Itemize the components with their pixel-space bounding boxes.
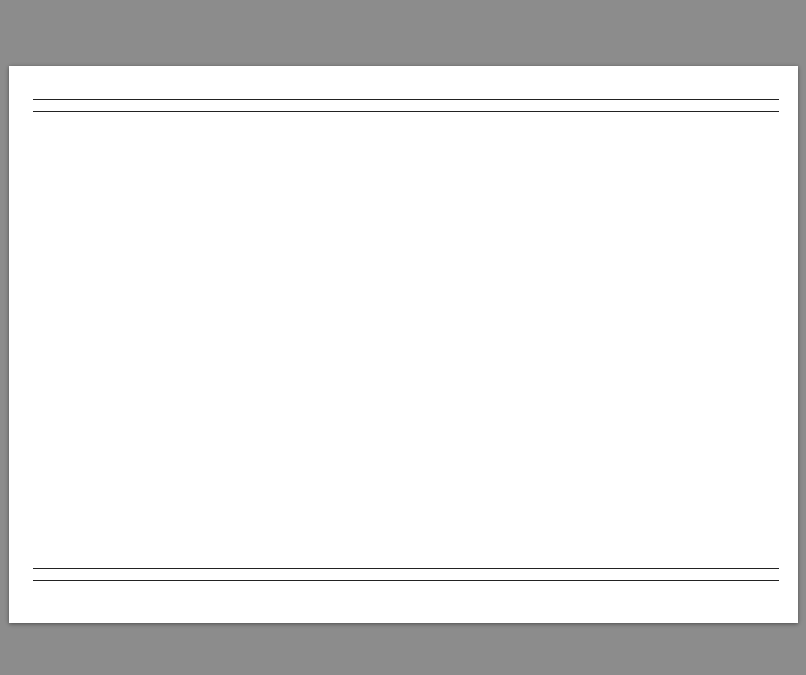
planner-sheet (9, 66, 798, 623)
footer-rule-top (33, 568, 779, 569)
header-rule-bottom (33, 111, 779, 112)
footer-rule-bottom (33, 580, 779, 581)
header-rule-top (33, 99, 779, 100)
